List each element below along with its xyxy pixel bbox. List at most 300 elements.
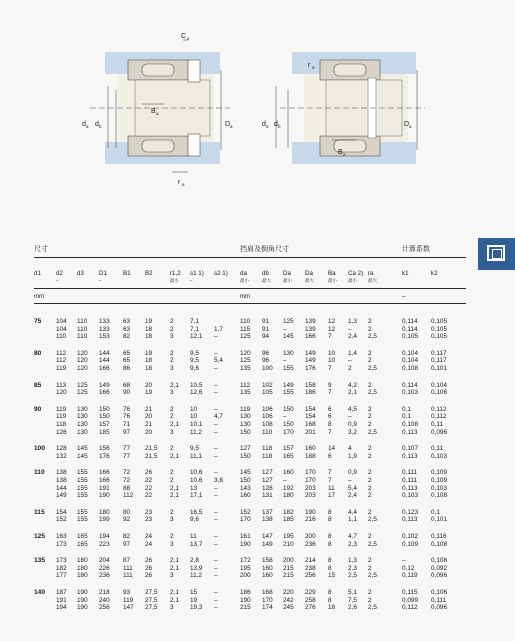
table-cell: 22 <box>145 484 153 492</box>
table-cell: – <box>283 476 287 484</box>
table-cell: 127 <box>262 476 273 484</box>
table-cell: 120 <box>77 364 88 372</box>
right-bearing-section <box>276 52 425 164</box>
table-cell: 180 <box>99 508 110 516</box>
table-cell: 0,107 <box>402 445 418 453</box>
table-cell: 12,6 <box>190 389 203 397</box>
col-head-label: Ca 2) <box>348 270 364 277</box>
table-cell: 2 <box>368 420 372 428</box>
table-cell: 170 <box>262 596 273 604</box>
col-head-label: Da <box>305 270 313 277</box>
bearing-icon <box>487 245 505 261</box>
table-cell: 71 <box>123 420 131 428</box>
table-cell: 2 <box>170 533 174 540</box>
table-cell: 242 <box>283 596 294 604</box>
table-cell: 155 <box>283 364 294 372</box>
table-cell: 106 <box>262 405 273 413</box>
table-cell: 127 <box>262 469 273 477</box>
table-cell: 2,5 <box>368 540 377 548</box>
table-cell: 111 <box>123 564 133 572</box>
table-cell: 166 <box>305 333 316 341</box>
table-cell: 2,5 <box>368 604 377 612</box>
table-cell: 102 <box>262 381 273 389</box>
table-cell: 3 <box>170 364 174 372</box>
table-cell: 10,6 <box>190 469 203 477</box>
table-cell: 203 <box>305 492 316 500</box>
table-cell: 149 <box>305 357 316 365</box>
table-cell: 2,5 <box>368 428 377 436</box>
table-cell: 229 <box>305 589 316 596</box>
table-cell: 2,5 <box>348 572 357 580</box>
table-cell: 236 <box>305 540 316 548</box>
table-cell: 91 <box>262 318 270 325</box>
table-cell: 91 <box>262 325 270 333</box>
table-cell: 7 <box>328 389 332 397</box>
table-cell: 1,3 <box>348 557 357 565</box>
table-cell: 18 <box>145 325 153 333</box>
table-cell: 180 <box>283 492 294 500</box>
table-cell: 18 <box>328 604 336 612</box>
table-cell: 2 <box>368 325 372 333</box>
table-cell: 190 <box>77 596 88 604</box>
col-head-ra <box>368 270 377 284</box>
table-cell: 2 <box>368 596 372 604</box>
table-cell: 3 <box>170 389 174 397</box>
svg-text:a: a <box>409 124 412 129</box>
svg-text:d: d <box>262 121 266 128</box>
table-cell: 2,1 <box>170 596 179 604</box>
table-cell: 133 <box>99 325 110 333</box>
table-cell: 0,119 <box>402 572 418 580</box>
col-head-label: s1 1) <box>190 270 204 277</box>
unit-right: – <box>402 294 406 300</box>
col-head-d3 <box>77 270 84 277</box>
table-cell: 165 <box>283 452 294 460</box>
table-cell: 119 <box>123 596 134 604</box>
table-cell: 22 <box>145 492 153 500</box>
col-head-r12 <box>170 270 181 284</box>
svg-text:B: B <box>338 149 343 156</box>
section-dimensions: 尺寸 <box>34 246 48 253</box>
table-cell: 76 <box>123 413 131 421</box>
table-cell: 2 <box>170 325 174 333</box>
section-tab-marker <box>478 238 515 270</box>
table-cell: 7 <box>328 469 332 477</box>
table-cell: 2 <box>368 508 372 516</box>
table-cell: 130 <box>77 428 88 436</box>
table-cell: 195 <box>240 564 251 572</box>
table-cell: – <box>214 533 218 540</box>
table-cell: 5,4 <box>214 357 223 365</box>
table-cell: 2 <box>368 564 372 572</box>
table-cell: 126 <box>56 428 67 436</box>
table-cell: 19,3 <box>190 604 203 612</box>
table-cell: 155 <box>77 508 88 516</box>
table-cell: – <box>214 445 218 453</box>
col-head-sub: 最小 <box>283 278 292 283</box>
svg-text:s: s <box>187 36 190 41</box>
table-cell: 145 <box>283 333 294 341</box>
table-cell: 120 <box>240 349 251 357</box>
table-cell: 97 <box>123 540 131 548</box>
table-cell: 2,1 <box>170 420 179 428</box>
col-head-label: da <box>240 270 247 277</box>
table-cell: 174 <box>262 604 273 612</box>
svg-text:d: d <box>82 121 86 128</box>
table-cell: 0,9 <box>348 469 357 477</box>
table-cell: 24 <box>145 540 153 548</box>
table-cell: 203 <box>305 484 316 492</box>
col-head-d2 <box>56 270 63 284</box>
table-cell: 2,5 <box>368 516 377 524</box>
table-cell: – <box>214 405 218 413</box>
table-cell: 110 <box>56 333 67 341</box>
section-factors: 计算系数 <box>402 246 430 253</box>
col-head-label: D1 <box>99 270 107 277</box>
table-cell: 3 <box>170 604 174 612</box>
table-cell: – <box>214 557 218 565</box>
table-cell: 186 <box>305 389 316 397</box>
table-cell: 149 <box>56 492 67 500</box>
table-cell: 182 <box>56 564 67 572</box>
table-cell: 240 <box>99 596 110 604</box>
table-cell: 4 <box>348 445 352 453</box>
table-cell: 165 <box>77 540 88 548</box>
table-cell: 11 <box>328 484 335 492</box>
table-cell: 3 <box>170 333 174 341</box>
table-cell: 19 <box>145 318 153 325</box>
table-cell: 8 <box>328 557 332 565</box>
table-cell: 0,114 <box>402 318 418 325</box>
table-cell: 68 <box>123 381 131 389</box>
table-cell: 173 <box>56 540 67 548</box>
table-cell: 0,096 <box>431 428 447 436</box>
table-cell: 190 <box>240 596 251 604</box>
svg-text:a: a <box>230 124 233 129</box>
table-cell: – <box>214 452 218 460</box>
table-cell: 0,096 <box>431 604 447 612</box>
table-cell: 26 <box>145 557 153 565</box>
bearing-drawing <box>0 0 515 215</box>
table-cell: 0,117 <box>431 357 447 365</box>
table-cell: 2 <box>348 364 352 372</box>
table-cell: 2 <box>368 533 372 540</box>
table-cell: 0,106 <box>431 389 447 397</box>
col-head-label: B2 <box>145 270 153 277</box>
table-cell: 170 <box>305 469 316 477</box>
table-cell: 166 <box>99 389 110 397</box>
table-cell: 143 <box>240 484 251 492</box>
table-cell: 150 <box>99 413 110 421</box>
table-cell: 6 <box>328 405 332 413</box>
bore-diameter: 80 <box>34 349 42 357</box>
table-cell: 166 <box>99 469 110 477</box>
table-cell: 168 <box>305 420 316 428</box>
table-cell: 106 <box>262 413 273 421</box>
table-cell: 138 <box>262 516 273 524</box>
table-cell: 0,103 <box>402 492 418 500</box>
table-cell: 0,108 <box>402 420 418 428</box>
svg-text:a: a <box>312 65 315 70</box>
table-cell: 7 <box>328 476 332 484</box>
table-cell: 2 <box>368 452 372 460</box>
table-cell: 180 <box>77 557 88 565</box>
table-cell: 17,1 <box>190 492 203 500</box>
col-head-d1 <box>99 270 107 284</box>
col-head-label: Da <box>283 270 291 277</box>
table-cell: 8 <box>328 589 332 596</box>
table-cell: 65 <box>123 357 131 365</box>
table-cell: 155 <box>77 492 88 500</box>
table-cell: 72 <box>123 469 131 477</box>
table-cell: 0,1 <box>402 405 411 413</box>
table-cell: 2,1 <box>348 389 357 397</box>
table-cell: 2 <box>368 589 372 596</box>
col-head-b2 <box>145 270 153 277</box>
col-head-label: r1,2 <box>170 270 181 277</box>
table-cell: 0,1 <box>402 413 411 421</box>
table-cell: 144 <box>99 357 110 365</box>
table-cell: 210 <box>283 540 294 548</box>
table-cell: 8 <box>328 596 332 604</box>
table-cell: 199 <box>99 516 110 524</box>
table-cell: 4,7 <box>348 533 357 540</box>
table-cell: 92 <box>123 516 131 524</box>
table-cell: 10 <box>190 413 198 421</box>
table-cell: 191 <box>99 484 110 492</box>
svg-text:a: a <box>156 111 159 116</box>
svg-text:a: a <box>266 124 269 129</box>
table-cell: – <box>348 476 352 484</box>
table-cell: 182 <box>283 508 294 516</box>
table-cell: 157 <box>283 445 294 453</box>
bore-diameter: 135 <box>34 557 46 565</box>
table-cell: 21 <box>145 405 153 413</box>
table-cell: 0,112 <box>431 405 447 413</box>
table-cell: 195 <box>283 533 294 540</box>
table-cell: 150 <box>99 405 110 413</box>
table-cell: 125 <box>77 389 88 397</box>
table-cell: 2 <box>170 469 174 477</box>
svg-text:a: a <box>86 124 89 129</box>
table-cell: 0,108 <box>431 540 447 548</box>
bore-diameter: 110 <box>34 469 45 477</box>
table-cell: 27,5 <box>145 596 158 604</box>
table-cell: 155 <box>77 484 88 492</box>
table-cell: 119 <box>56 364 67 372</box>
table-cell: 190 <box>305 508 316 516</box>
table-cell: 185 <box>283 516 294 524</box>
table-cell: 125 <box>240 357 251 365</box>
table-cell: 119 <box>240 405 251 413</box>
table-cell: 2 <box>368 349 372 357</box>
table-cell: 3,8 <box>214 476 223 484</box>
table-cell: 112 <box>56 357 67 365</box>
table-cell: 8 <box>328 540 332 548</box>
table-cell: 0,11 <box>431 445 443 453</box>
table-cell: 204 <box>99 557 110 565</box>
svg-text:r: r <box>308 62 311 69</box>
table-cell: 154 <box>305 413 316 421</box>
table-cell: 15 <box>190 589 198 596</box>
table-cell: 130 <box>77 405 88 413</box>
table-cell: 13,9 <box>190 564 203 572</box>
table-cell: 63 <box>123 325 131 333</box>
table-cell: 276 <box>305 604 316 612</box>
table-cell: 190 <box>77 604 88 612</box>
table-cell: 163 <box>56 533 67 540</box>
table-cell: 1,4 <box>348 349 357 357</box>
table-cell: 2,3 <box>348 564 357 572</box>
table-cell: 2 <box>368 469 372 477</box>
table-cell: 2,1 <box>170 484 179 492</box>
bore-diameter: 85 <box>34 381 42 389</box>
table-cell: 23 <box>145 516 153 524</box>
col-head-label: d1 <box>34 270 41 277</box>
table-cell: 15 <box>328 572 336 580</box>
table-cell: – <box>348 413 352 421</box>
table-cell: 27,5 <box>145 589 158 596</box>
table-cell: 0,115 <box>402 589 418 596</box>
table-cell: 118 <box>262 452 273 460</box>
col-head-label: k1 <box>402 270 409 277</box>
table-cell: 21 <box>145 420 153 428</box>
table-cell: 10,6 <box>190 476 203 484</box>
table-cell: 82 <box>123 533 131 540</box>
table-cell: 0,114 <box>402 381 418 389</box>
table-cell: – <box>348 325 352 333</box>
table-cell: 176 <box>99 452 110 460</box>
table-cell: 2 <box>170 405 174 413</box>
table-cell: 118 <box>56 420 67 428</box>
col-head-label: db <box>262 270 269 277</box>
table-cell: 0,104 <box>402 357 418 365</box>
table-cell: 112 <box>123 492 134 500</box>
col-head-ca <box>348 270 363 284</box>
unit-mid: mm <box>240 294 250 300</box>
table-cell: 131 <box>262 492 273 500</box>
table-cell: 111 <box>123 572 133 580</box>
table-cell: 119 <box>56 405 67 413</box>
table-cell: 0,109 <box>402 540 418 548</box>
table-cell: 18 <box>145 364 153 372</box>
table-cell: 11,1 <box>190 452 202 460</box>
col-head-sub: – <box>99 278 102 283</box>
table-cell: – <box>214 484 218 492</box>
table-cell: 236 <box>99 572 110 580</box>
table-cell: 108 <box>262 420 273 428</box>
table-cell: 110 <box>262 428 273 436</box>
table-cell: 160 <box>262 564 273 572</box>
table-cell: 0,114 <box>402 325 418 333</box>
table-cell: 185 <box>99 428 110 436</box>
table-cell: 168 <box>262 589 273 596</box>
table-cell: 0,113 <box>402 452 418 460</box>
table-cell: 194 <box>56 604 67 612</box>
table-cell: 173 <box>56 557 67 565</box>
table-cell: 187 <box>56 589 67 596</box>
table-cell: 158 <box>305 381 316 389</box>
table-cell: 156 <box>99 445 110 453</box>
table-cell: 118 <box>262 445 273 453</box>
table-cell: 155 <box>77 516 88 524</box>
table-cell: 0,103 <box>402 389 418 397</box>
table-cell: 24 <box>145 533 153 540</box>
table-cell: 94 <box>262 333 270 341</box>
table-cell: 0,116 <box>431 533 447 540</box>
table-cell: 4,7 <box>214 413 223 421</box>
bore-group-80 <box>0 350 515 373</box>
table-cell: 96 <box>262 349 270 357</box>
table-cell: 170 <box>240 516 251 524</box>
table-cell: 128 <box>56 445 67 453</box>
bore-group-125 <box>0 533 515 548</box>
table-cell: 22 <box>145 476 153 484</box>
table-cell: 27,5 <box>145 604 158 612</box>
table-cell: 93 <box>123 589 131 596</box>
table-cell: – <box>214 508 218 516</box>
svg-text:d: d <box>274 121 278 128</box>
label-cs: C <box>181 33 187 40</box>
table-cell: 215 <box>283 572 294 580</box>
table-cell: 190 <box>77 589 88 596</box>
table-cell: 87 <box>123 557 131 565</box>
table-cell: 16,5 <box>190 508 203 516</box>
table-cell: 190 <box>99 492 110 500</box>
table-cell: 10 <box>328 357 336 365</box>
table-cell: 3 <box>170 540 174 548</box>
table-cell: 3,2 <box>348 428 357 436</box>
table-cell: 258 <box>305 596 316 604</box>
table-cell: 194 <box>99 533 110 540</box>
col-head-sub: 最小 <box>240 278 249 283</box>
table-cell: 9,5 <box>190 349 199 357</box>
table-cell: 137 <box>262 508 273 516</box>
table-cell: 26 <box>145 572 153 580</box>
table-cell: 1,3 <box>348 318 357 325</box>
table-cell: 17 <box>328 492 336 500</box>
table-cell: 149 <box>283 381 294 389</box>
table-cell: 9 <box>328 381 332 389</box>
table-cell: – <box>214 428 218 436</box>
table-cell: 0,104 <box>402 349 418 357</box>
table-cell: 2 <box>368 405 372 413</box>
table-cell: 149 <box>305 349 316 357</box>
col-head-k1 <box>402 270 409 277</box>
table-cell: – <box>214 564 218 572</box>
table-cell: 145 <box>240 469 251 477</box>
table-cell: – <box>214 572 218 580</box>
bore-group-115 <box>0 509 515 524</box>
table-cell: 2,5 <box>368 572 377 580</box>
table-cell: 10 <box>328 349 336 357</box>
bore-diameter: 100 <box>34 445 46 453</box>
table-cell: 145 <box>77 445 88 453</box>
table-cell: 104 <box>56 318 67 325</box>
table-cell: 0,101 <box>431 516 447 524</box>
table-cell: 0,109 <box>431 469 447 477</box>
bore-group-110 <box>0 469 515 499</box>
table-cell: 216 <box>305 516 316 524</box>
table-cell: 0,112 <box>402 604 418 612</box>
table-cell: 4,5 <box>348 405 357 413</box>
table-cell: 6 <box>328 413 332 421</box>
table-cell: 130 <box>240 413 251 421</box>
table-cell: 170 <box>305 476 316 484</box>
table-cell: 138 <box>56 469 67 477</box>
col-head-s2 <box>214 270 228 277</box>
table-cell: 112 <box>56 349 67 357</box>
